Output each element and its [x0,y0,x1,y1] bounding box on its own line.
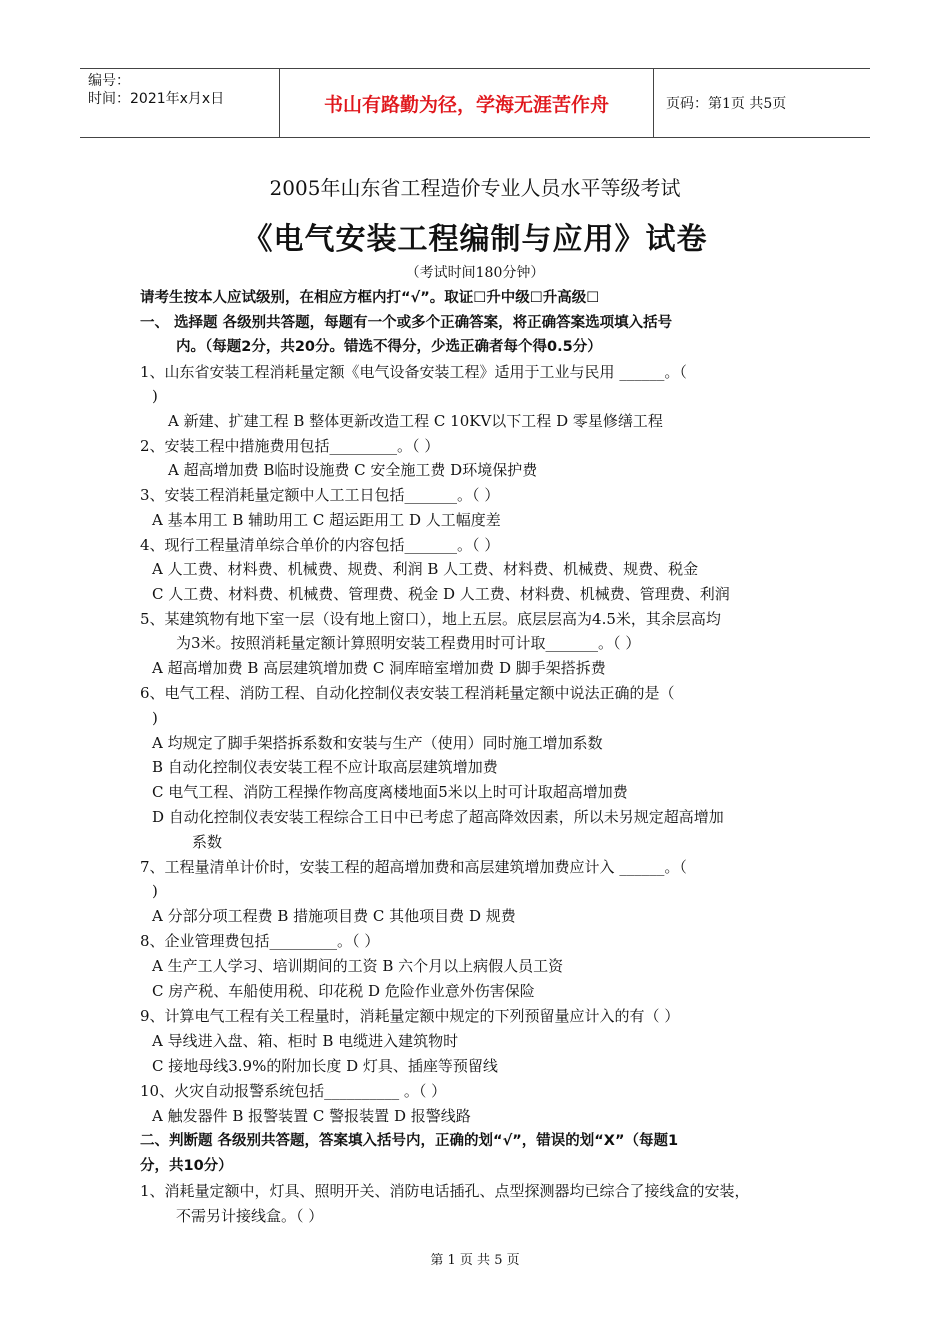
header-page-info: 页码：第1页 共5页 [666,96,787,112]
instruction: 请考生按本人应试级别，在相应方框内打“√”。取证☐升中级☐升高级☐ [140,290,600,306]
question-5: 5、某建筑物有地下室一层（设有地上窗口），地上五层。底层层高为4.5米，其余层高均 [140,610,721,628]
question-3: 3、安装工程消耗量定额中人工工日包括_______。（ ） [140,486,500,504]
section2-heading-cont: 分，共10分） [140,1158,233,1174]
header-motto: 书山有路勤为径，学海无涯苦作舟 [280,69,654,137]
question-6-option-c: C 电气工程、消防工程操作物高度离楼地面5米以上时可计取超高增加费 [152,783,628,801]
question-9-options-cd: C 接地母线3.9%的附加长度 D 灯具、插座等预留线 [152,1057,498,1075]
header-table [80,68,870,138]
question-1-paren: ) [152,387,158,405]
question-7: 7、工程量清单计价时，安装工程的超高增加费和高层建筑增加费应计入 ______。（ [140,858,687,876]
question-7-options: A 分部分项工程费 B 措施项目费 C 其他项目费 D 规费 [152,907,516,925]
question-3-options: A 基本用工 B 辅助用工 C 超运距用工 D 人工幅度差 [152,511,501,529]
question-6-option-d-cont: 系数 [192,833,223,851]
question-4-options-ab: A 人工费、材料费、机械费、规费、利润 B 人工费、材料费、机械费、规费、税金 [152,560,699,578]
section1-heading: 一、 选择题 各级别共答题，每题有一个或多个正确答案，将正确答案选项填入括号 [140,315,673,331]
header-meta [80,69,280,137]
section2-heading: 二、判断题 各级别共答题，答案填入括号内，正确的划“√”，错误的划“X”（每题1 [140,1133,679,1149]
exam-title: 2005年山东省工程造价专业人员水平等级考试 [269,176,681,200]
question-1-options: A 新建、扩建工程 B 整体更新改造工程 C 10KV以下工程 D 零星修缮工程 [168,412,663,430]
question-2: 2、安装工程中措施费用包括_________。（ ） [140,437,440,455]
question-9-options-ab: A 导线进入盘、箱、柜时 B 电缆进入建筑物时 [152,1032,459,1050]
exam-duration: （考试时间180分钟） [405,265,545,281]
judge-question-1: 1、消耗量定额中，灯具、照明开关、消防电话插孔、点型探测器均已综合了接线盒的安装， [140,1182,750,1200]
question-5-options: A 超高增加费 B 高层建筑增加费 C 洞库暗室增加费 D 脚手架搭拆费 [152,659,606,677]
question-9: 9、计算电气工程有关工程量时，消耗量定额中规定的下列预留量应计入的有（ ） [140,1007,680,1025]
paper-title: 《电气安装工程编制与应用》试卷 [242,222,708,257]
question-6-option-a: A 均规定了脚手架搭拆系数和安装与生产（使用）同时施工增加系数 [152,734,603,752]
question-8: 8、企业管理费包括_________。（ ） [140,932,380,950]
question-6: 6、电气工程、消防工程、自动化控制仪表安装工程消耗量定额中说法正确的是（ [140,684,675,702]
question-4-options-cd: C 人工费、材料费、机械费、管理费、税金 D 人工费、材料费、机械费、管理费、利润 [152,585,730,603]
question-10-options: A 触发器件 B 报警装置 C 警报装置 D 报警线路 [152,1107,471,1125]
number-label: 编号： [88,73,130,89]
question-6-paren: ) [152,709,158,727]
question-4: 4、现行工程量清单综合单价的内容包括_______。（ ） [140,536,500,554]
section1-heading-cont: 内。（每题2分，共20分。错选不得分，少选正确者每个得0.5分） [176,339,602,355]
question-10: 10、火灾自动报警系统包括__________ 。（ ） [140,1082,447,1100]
question-5-cont: 为3米。按照消耗量定额计算照明安装工程费用时可计取_______。（ ） [176,634,641,652]
question-8-options-cd: C 房产税、车船使用税、印花税 D 危险作业意外伤害保险 [152,982,535,1000]
question-1: 1、山东省安装工程消耗量定额《电气设备安装工程》适用于工业与民用 ______。（ [140,363,687,381]
question-6-option-d: D 自动化控制仪表安装工程综合工日中已考虑了超高降效因素，所以未另规定超高增加 [152,808,724,826]
judge-question-1-cont: 不需另计接线盒。（ ） [176,1207,324,1225]
question-6-option-b: B 自动化控制仪表安装工程不应计取高层建筑增加费 [152,758,498,776]
question-2-options: A 超高增加费 B临时设施费 C 安全施工费 D环境保护费 [168,461,538,479]
page-footer: 第 1 页 共 5 页 [430,1253,520,1268]
question-7-paren: ) [152,882,158,900]
question-8-options-ab: A 生产工人学习、培训期间的工资 B 六个月以上病假人员工资 [152,957,564,975]
time-label: 时间：2021年x月x日 [88,91,225,107]
